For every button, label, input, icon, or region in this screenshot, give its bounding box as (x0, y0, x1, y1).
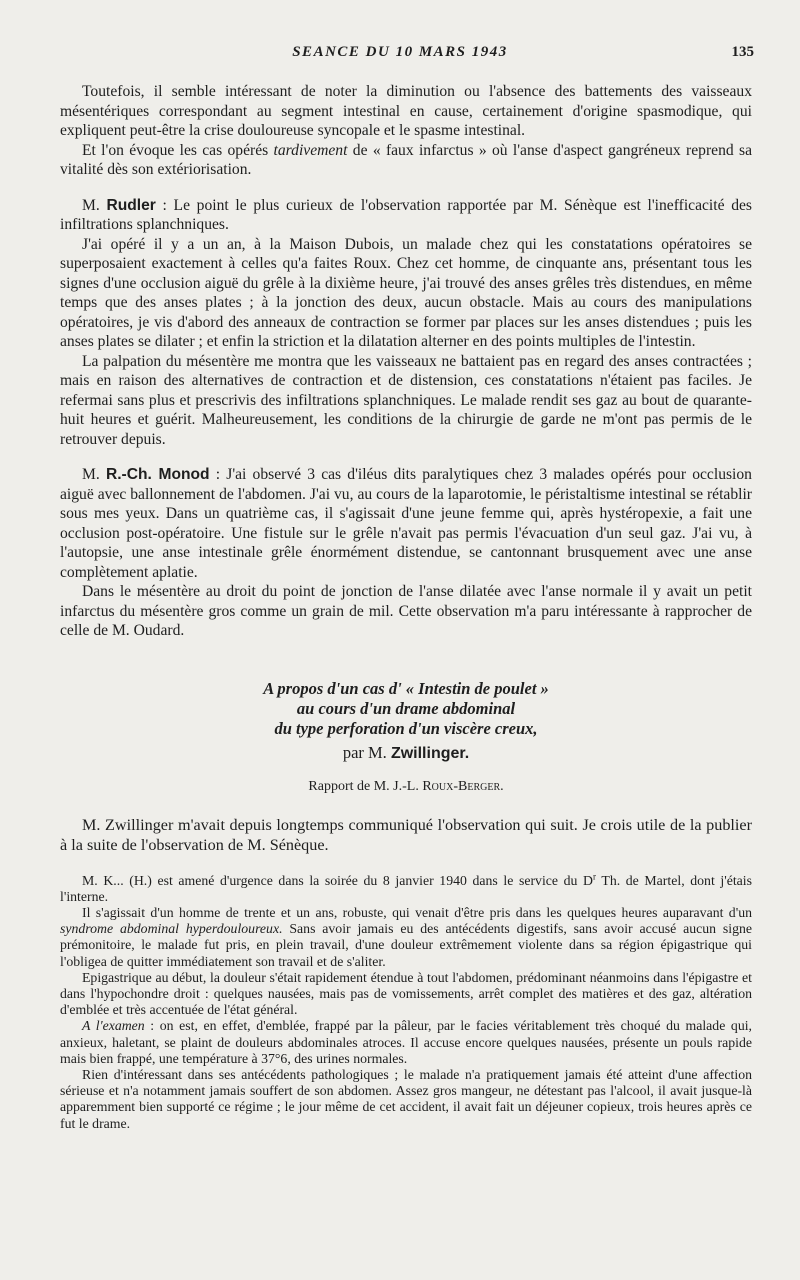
intro-paragraph: M. Zwillinger m'avait depuis longtemps communiqué l'observation qui suit. Je crois utile de la publier à la suite de l'observation de M. Sénèque. (60, 815, 752, 854)
title-line: au cours d'un drame abdominal (296, 698, 516, 718)
title-line: du type perforation d'un viscère creux, (274, 718, 538, 738)
text-run: : Le point le plus curieux de l'observation rapportée par M. Sénèque est l'inefficacité des infiltrations splanchniques. (60, 196, 752, 233)
text-run: M. (82, 466, 106, 483)
paragraph: Dans le mésentère au droit du point de jonction de l'anse dilatée avec l'anse normale il y avait un petit infarctus du mésentère gros comme un grain de mil. Cette observation m'a paru intéressante à rapprocher de celle de M. Oudard. (60, 583, 752, 639)
title-line: A propos d'un cas d' « Intestin de poulet » (263, 678, 549, 698)
page-number: 135 (731, 44, 754, 60)
text-run: Et l'on évoque les cas opérés (82, 141, 274, 159)
speaker-name: R.-Ch. Monod (105, 466, 210, 483)
emphasis: syndrome abdominal hyperdouloureux. (60, 921, 283, 937)
text-run: : on est, en effet, d'emblée, frappé par la pâleur, par le facies véritablement très choqué du malade qui, anxieux, haletant, se plaint de douleurs abdominales atroces. Il accuse encore quelques nausées, présente un pouls rapide mais bien frappé, une température à 37°6, des urines normales. (60, 1018, 752, 1066)
author-name: Zwillinger. (390, 744, 470, 762)
paragraph-rudler (60, 196, 752, 235)
paragraph: Toutefois, il semble intéressant de noter la diminution ou l'absence des battements des vaisseaux mésentériques correspondant au segment intestinal en cause, certainement d'origine spasmodique, qui expliquent peut-être la crise douloureuse syncopale et le spasme intestinal. (60, 83, 752, 139)
text-run: Il s'agissait d'un homme de trente et un ans, robuste, qui venait d'être pris dans les quelques heures auparavant d'un (82, 904, 752, 920)
case-paragraph: Epigastrique au début, la douleur s'était rapidement étendue à tout l'abdomen, prédominant néanmoins dans l'épigastre et dans l'hypochondre droit : quelques nausées, mais pas de vomissements, arrêt complet des matières et des gaz, altération d'emblée et très accentuée de l'état général. (60, 969, 752, 1018)
byline (60, 743, 752, 764)
emphasis: A l'examen (82, 1018, 145, 1034)
text-run: : J'ai observé 3 cas d'iléus dits paralytiques chez 3 malades opérés pour occlusion aiguë avec ballonnement de l'abdomen. J'ai vu, au cours de la laparotomie, le péristaltisme intestinal se rétablir sous mes yeux. Dans un quatrième cas, il s'agissait d'une jeune femme qui, après hystéropexie, a fait une occlusion post-opératoire. Une fistule sur le grêle n'avait pas permis l'évacuation d'un seul gaz. J'ai vu, à l'autopsie, une anse intestinale grêle énormément distendue, se cantonnant brusquement avec une anse complètement aplatie. (60, 466, 752, 581)
page-header (0, 44, 800, 68)
paragraph (60, 141, 752, 180)
emphasis: tardivement (273, 141, 348, 159)
case-paragraph (60, 870, 752, 905)
text-run: Sans avoir jamais eu des antécédents digestifs, sans avoir accusé aucun signe prémonitoire, le malade fut pris, en plein travail, d'une douleur extrêmement violente dans sa région épigastrique qui l'obligea de quitter immédiatement son travail et de s'aliter. (60, 921, 752, 969)
text-run: de « faux infarctus » où l'anse d'aspect gangréneux reprend sa vitalité dès son extériorisation. (60, 141, 752, 178)
case-paragraph (60, 1018, 752, 1067)
body-text (60, 82, 752, 1132)
paragraph: La palpation du mésentère me montra que les vaisseaux ne battaient pas en regard des anses contractées ; mais en raison des alternatives de contraction et de distension, ces constatations n'étaient pas faciles. Je refermai sans plus et prescrivis des infiltrations splanchniques. Le malade rendit ses gaz au bout de quarante-huit heures et guérit. Malheureusement, les conditions de la chirurgie de garde ne m'ont pas permis de le retrouver depuis. (60, 352, 752, 448)
paragraph: J'ai opéré il y a un an, à la Maison Dubois, un malade chez qui les constatations opératoires se superposaient exactement à celles qu'a faites Roux. Chez cet homme, de cinquante ans, présentant tous les signes d'une occlusion aiguë du grêle à la dixième heure, j'ai trouvé des anses grêles très distendues, en même temps que des anses plates ; à la jonction des deux, aucun obstacle. Mais au cours des manipulations opératoires, je vis d'abord des anneaux de contraction se former par places sur les anses distendues ; puis les anses plates se dilater ; et enfin la striction et la dilatation alterner en des points multiples de l'intestin. (60, 235, 752, 350)
rapporteur-name: Roux-Berger. (422, 779, 504, 794)
text-run: M. (82, 196, 107, 214)
text-run: M. K... (H.) est amené d'urgence dans la soirée du 8 janvier 1940 dans le service du D (82, 872, 594, 888)
superscript: r (593, 870, 597, 881)
text-run: Rapport de M. J.-L. (308, 779, 423, 794)
running-title: SEANCE DU 10 MARS 1943 (292, 44, 508, 60)
speaker-name: Rudler (106, 196, 156, 214)
text-run: Th. de Martel, dont j'étais l'interne. (60, 872, 752, 904)
paragraph-monod (60, 465, 752, 582)
case-paragraph (60, 905, 752, 970)
case-paragraph: Rien d'intéressant dans ses antécédents pathologiques ; le malade n'a pratiquement jamais été atteint d'une affection sérieuse et n'a notamment jamais souffert de son abdomen. Assez gros mangeur, ne détestant pas l'alcool, il avait jusque-là apparemment bien supporté ce régime ; le jour même de cet accident, il avait fait un déjeuner copieux, trois heures après ce fut le drame. (60, 1066, 752, 1131)
rapport-line (60, 777, 752, 797)
text-run: par M. (342, 742, 391, 762)
article-title (60, 679, 752, 739)
